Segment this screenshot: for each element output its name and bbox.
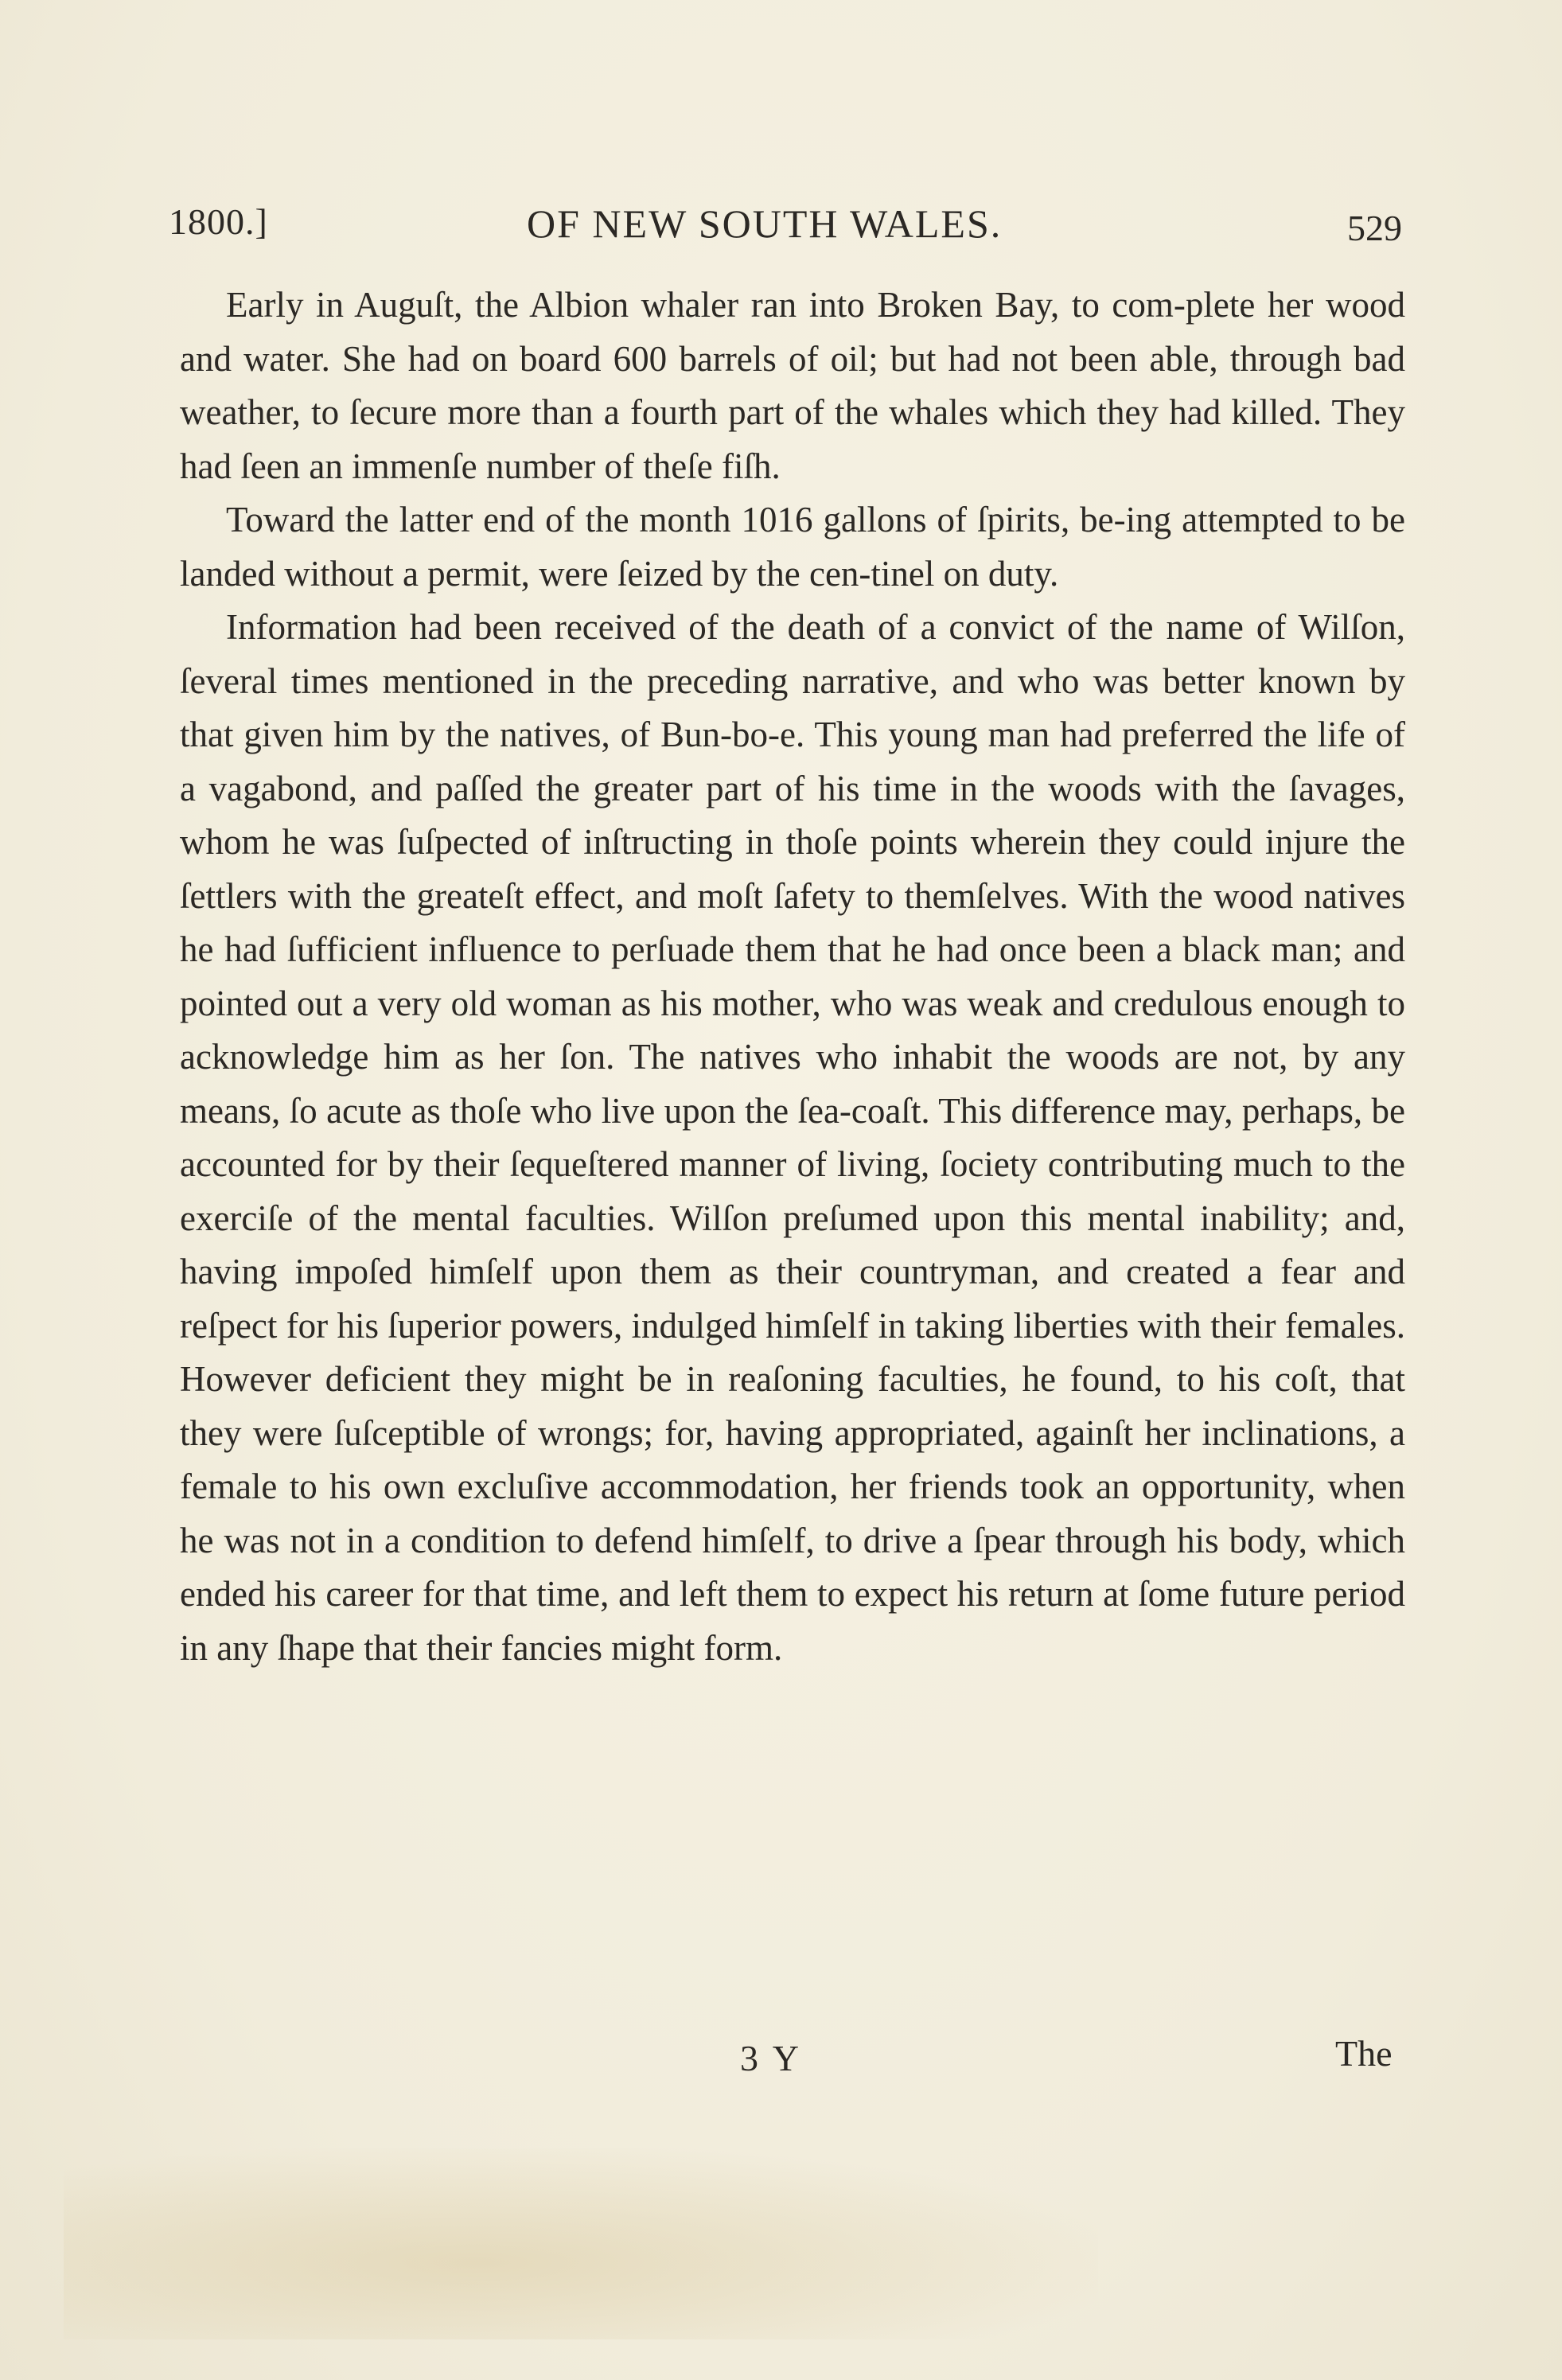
- running-head: [169, 201, 1426, 256]
- paper-stain: [64, 2148, 1098, 2339]
- running-head-year: 1800.]: [169, 201, 268, 242]
- paragraph-albion-whaler: Early in Auguſt, the Albion whaler ran into Broken Bay, to com-plete her wood and water. She had on board 600 barrels of oil; but had not been able, through bad weather, to ſecure more than a fourth part of the whales which they had killed. They had ſeen an immenſe number of theſe fiſh.: [180, 285, 1405, 486]
- page-number: 529: [1347, 208, 1402, 248]
- body-text: [180, 279, 1405, 1675]
- paragraph-spirits-seized: Toward the latter end of the month 1016 gallons of ſpirits, be-ing attempted to be landed without a permit, were ſeized by the cen-tinel on duty.: [180, 500, 1405, 594]
- signature-mark: 3 Y: [740, 2038, 803, 2078]
- catchword: The: [1335, 2033, 1393, 2074]
- running-head-title: OF NEW SOUTH WALES.: [527, 201, 1003, 246]
- paragraph-wilson-death: Information had been received of the death of a convict of the name of Wilſon, ſeveral times mentioned in the preceding narrative, and who was better known by that given him by the natives, of Bun-bo-e. This young man had preferred the life of a vagabond, and paſſed the greater part of his time in the woods with the ſavages, whom he was ſuſpected of inſtructing in thoſe points wherein they could injure the ſettlers with the greateſt effect, and moſt ſafety to themſelves. With the wood natives he had ſufficient influence to perſuade them that he had once been a black man; and pointed out a very old woman as his mother, who was weak and credulous enough to acknowledge him as her ſon. The natives who inhabit the woods are not, by any means, ſo acute as thoſe who live upon the ſea-coaſt. This difference may, perhaps, be accounted for by their ſequeſtered manner of living, ſociety contributing much to the exerciſe of the mental faculties. Wilſon preſumed upon this mental inability; and, having impoſed himſelf upon them as their countryman, and created a fear and reſpect for his ſuperior powers, indulged himſelf in taking liberties with their females. However deficient they might be in reaſoning faculties, he found, to his coſt, that they were ſuſceptible of wrongs; for, having appropriated, againſt her inclinations, a female to his own excluſive accommodation, her friends took an opportunity, when he was not in a condition to defend himſelf, to drive a ſpear through his body, which ended his career for that time, and left them to expect his return at ſome future period in any ſhape that their fancies might form.: [180, 607, 1405, 1668]
